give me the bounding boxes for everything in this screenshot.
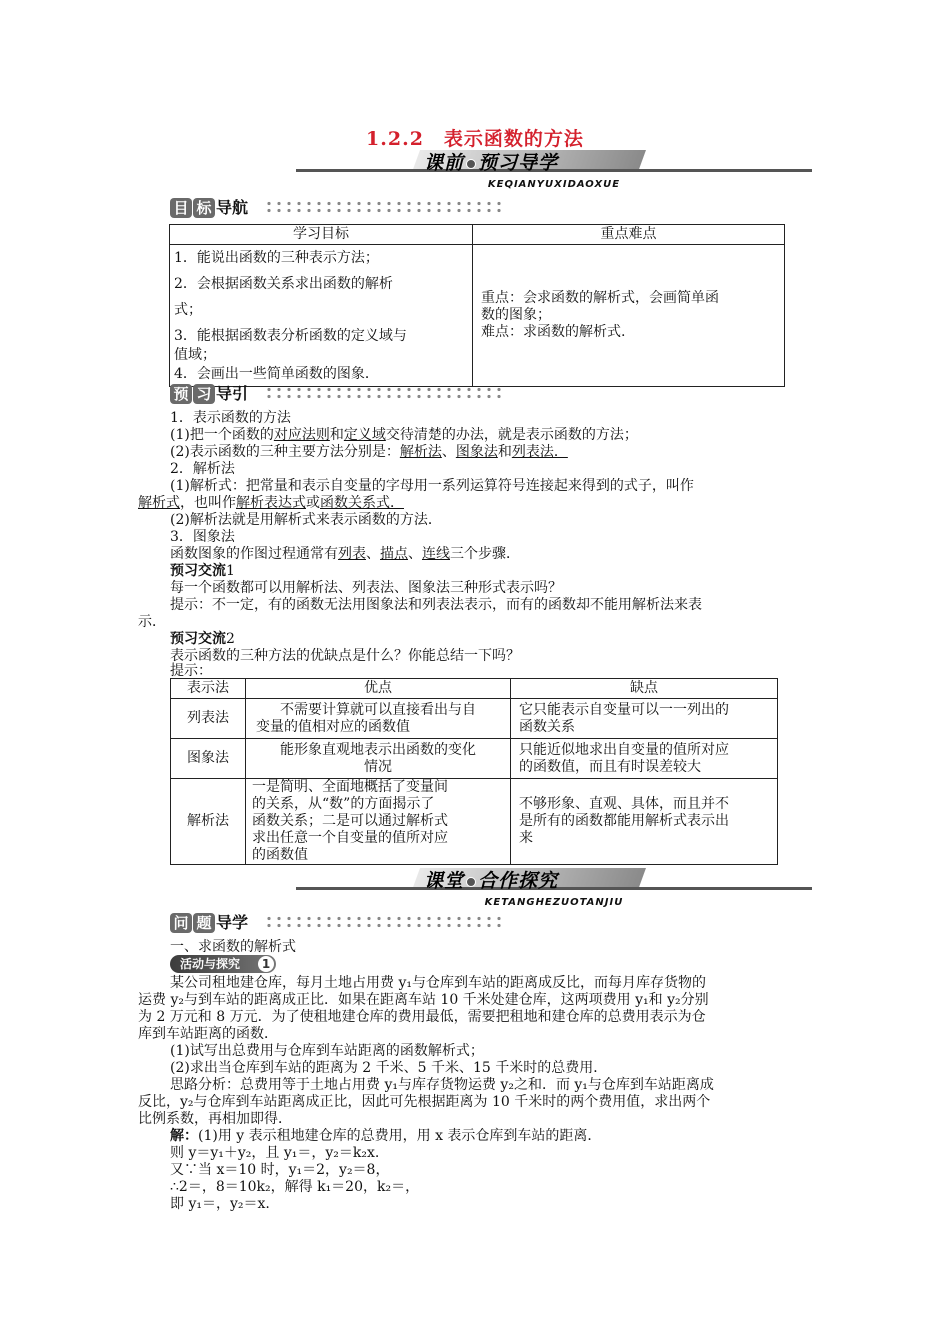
header-box-2: 习 xyxy=(193,384,215,404)
activity-number: 1 xyxy=(258,956,274,972)
preview-s3: 3．图象法 xyxy=(170,529,235,545)
table-row xyxy=(171,739,778,779)
exchange-2-hint: 提示： xyxy=(170,663,212,679)
goal-line: 3．能根据函数表分析函数的定义域与 xyxy=(174,328,407,344)
goal-line: 式； xyxy=(174,302,202,318)
page-title: 1.2.2 表示函数的方法 xyxy=(366,128,584,150)
header-box-2: 题 xyxy=(193,913,215,933)
solution-line: ∴2＝，8＝10k₂，解得 k₁＝20，k₂＝， xyxy=(170,1179,420,1195)
method-pro: 不需要计算就可以直接看出与自 变量的值相对应的函数值 xyxy=(246,699,511,739)
thinking-line: 思路分析：总费用等于土地占用费 y₁与库存货物运费 y₂之和．而 y₁与仓库到车站距离成 xyxy=(170,1077,714,1093)
method-name: 列表法 xyxy=(171,699,246,739)
header-rest: 导航 xyxy=(216,198,249,217)
preview-s3a: 函数图象的作图过程通常有列表、描点、连线三个步骤． xyxy=(170,546,520,562)
question-1: (1)试写出总费用与仓库到车站距离的函数解析式； xyxy=(170,1043,484,1059)
preview-s2b: 解析式，也叫作解析表达式或函数关系式． xyxy=(138,495,404,511)
goals-table xyxy=(169,224,785,387)
banner-pinyin: KEQIANYUXIDAOXUE xyxy=(487,179,621,190)
activity-label: 活动与探究 xyxy=(180,957,241,971)
exchange-2-question: 表示函数的三种方法的优缺点是什么？你能总结一下吗？ xyxy=(170,648,520,664)
section-banner-preview xyxy=(296,150,812,172)
header-rest: 导引 xyxy=(216,384,249,403)
preview-s1: 1．表示函数的方法 xyxy=(170,410,291,426)
method-con: 只能近似地求出自变量的值所对应 的函数值，而且有时误差较大 xyxy=(511,739,778,779)
exchange-1-question: 每一个函数都可以用解析法、列表法、图象法三种形式表示吗？ xyxy=(170,580,562,596)
goals-header: 学习目标 xyxy=(170,225,473,245)
method-name: 图象法 xyxy=(171,739,246,779)
inquiry-section-title: 一、求函数的解析式 xyxy=(170,939,296,955)
solution-line: 解：(1)用 y 表示租地建仓库的总费用，用 x 表示仓库到车站的距离． xyxy=(170,1128,602,1144)
question-2: (2)求出当仓库到车站的距离为 2 千米、5 千米、15 千米时的总费用． xyxy=(170,1060,608,1076)
preview-s2: 2．解析法 xyxy=(170,461,235,477)
problem-line: 运费 y₂与到车站的距离成正比．如果在距离车站 10 千米处建仓库，这两项费用 y₁和 y₂分别 xyxy=(138,992,709,1008)
preview-s1a: (1)把一个函数的对应法则和定义域交待清楚的办法，就是表示函数的方法； xyxy=(170,427,638,443)
preview-guide-header xyxy=(170,384,430,406)
col-header-con: 缺点 xyxy=(511,679,778,699)
solution-line: 又∵当 x＝10 时，y₁＝2，y₂＝8， xyxy=(170,1162,390,1178)
header-rest: 导学 xyxy=(216,913,249,932)
methods-table xyxy=(170,678,778,865)
key-line: 数的图象； xyxy=(481,307,551,323)
goal-line: 4．会画出一些简单函数的图象． xyxy=(174,366,379,382)
exchange-2-title: 预习交流2 xyxy=(170,631,235,647)
header-box-1: 问 xyxy=(170,913,192,933)
key-line: 难点：求函数的解析式. xyxy=(481,324,626,340)
method-pro: 能形象直观地表示出函数的变化 情况 xyxy=(246,739,511,779)
solution-line: 即 y₁＝，y₂＝x. xyxy=(170,1196,270,1212)
problem-line: 某公司租地建仓库，每月土地占用费 y₁与仓库到车站的距离成反比，而每月库存货物的 xyxy=(170,975,706,991)
method-name: 解析法 xyxy=(171,779,246,865)
banner-right-text: 合作探究 xyxy=(478,870,559,892)
banner-pinyin: KETANGHEZUOTANJIU xyxy=(484,897,624,908)
method-pro: 一是简明、全面地概括了变量间 的关系，从“数”的方面揭示了 函数关系；二是可以通过解析式 求出任意一个自变量的值所对应 的函数值 xyxy=(246,779,511,865)
dotted-divider xyxy=(264,386,504,400)
key-line: 重点：会求函数的解析式，会画简单函 xyxy=(481,290,719,306)
goal-line: 2．会根据函数关系求出函数的解析 xyxy=(174,276,393,292)
thinking-line: 比例系数，再相加即得． xyxy=(138,1111,292,1127)
banner-left-text: 课堂 xyxy=(424,870,465,892)
preview-s1b: (2)表示函数的三种主要方法分别是：解析法、图象法和列表法． xyxy=(170,444,568,460)
method-con: 它只能表示自变量可以一一列出的 函数关系 xyxy=(511,699,778,739)
exchange-1-title: 预习交流1 xyxy=(170,563,235,579)
table-row xyxy=(171,779,778,865)
dotted-divider xyxy=(264,915,504,929)
problem-line: 库到车站距离的函数． xyxy=(138,1026,278,1042)
section-banner-class xyxy=(296,868,812,890)
question-guide-header xyxy=(170,913,430,935)
banner-left-text: 课前 xyxy=(424,152,465,174)
header-box-1: 目 xyxy=(170,198,192,218)
col-header-pro: 优点 xyxy=(246,679,511,699)
solution-line: 则 y＝y₁＋y₂，且 y₁＝，y₂＝k₂x. xyxy=(170,1145,380,1161)
dotted-divider xyxy=(264,200,504,214)
banner-right-text: 预习导学 xyxy=(478,152,559,174)
preview-s2c: (2)解析法就是用解析式来表示函数的方法． xyxy=(170,512,442,528)
exchange-1-answer: 提示：不一定，有的函数无法用图象法和列表法表示，而有的函数却不能用解析法来表 xyxy=(170,597,702,613)
banner-dot-icon xyxy=(466,159,476,169)
header-box-2: 标 xyxy=(193,198,215,218)
goal-line: 1．能说出函数的三种表示方法； xyxy=(174,250,379,266)
activity-badge xyxy=(170,955,276,973)
goal-line: 值域； xyxy=(174,347,216,363)
method-con: 不够形象、直观、具体，而且并不 是所有的函数都能用解析式表示出 来 xyxy=(511,779,778,865)
col-header-method: 表示法 xyxy=(171,679,246,699)
problem-line: 为 2 万元和 8 万元．为了使租地建仓库的费用最低，需要把租地和建仓库的总费用表示为仓 xyxy=(138,1009,706,1025)
table-row xyxy=(171,699,778,739)
banner-dot-icon xyxy=(466,877,476,887)
goal-nav-header xyxy=(170,198,430,220)
key-header: 重点难点 xyxy=(473,225,785,245)
preview-s2a: (1)解析式：把常量和表示自变量的字母用一系列运算符号连接起来得到的式子，叫作 xyxy=(170,478,694,494)
header-box-1: 预 xyxy=(170,384,192,404)
goals-cell xyxy=(170,245,473,387)
key-cell xyxy=(473,245,785,387)
exchange-1-answer-cont: 示． xyxy=(138,614,166,630)
thinking-line: 反比，y₂与仓库到车站距离成正比，因此可先根据距离为 10 千米时的两个费用值，求出两个 xyxy=(138,1094,711,1110)
